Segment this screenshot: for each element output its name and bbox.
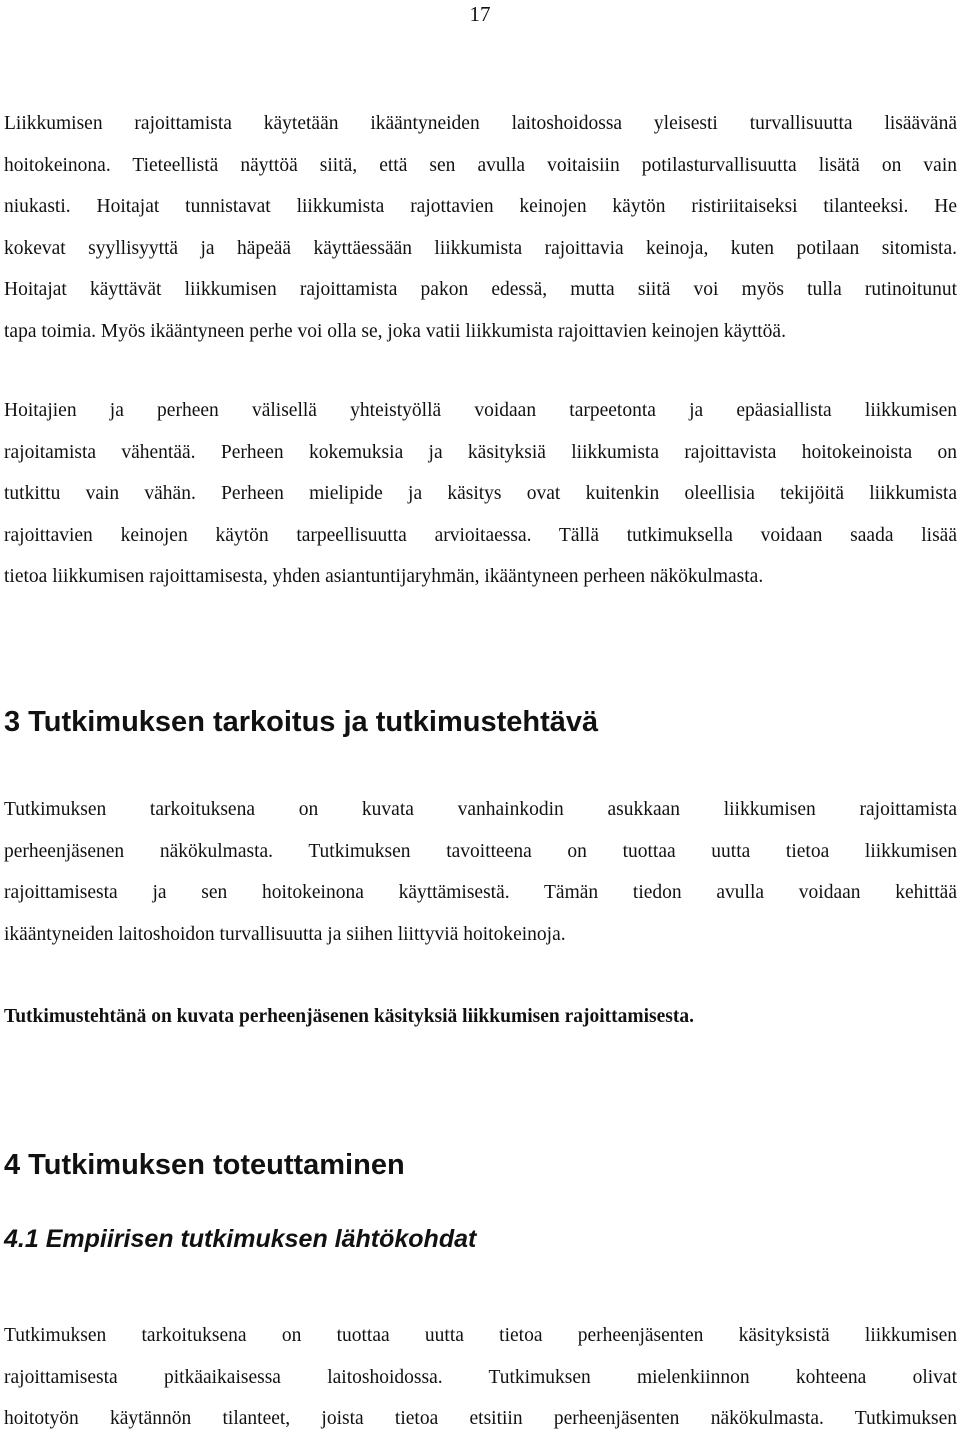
section-4-heading: 4 Tutkimuksen toteuttaminen xyxy=(4,1149,405,1181)
text-line: hoitokeinona. Tieteellistä näyttöä siitä, että sen avulla voitaisiin potilasturvallisuutta lisätä on vain xyxy=(4,154,957,176)
text-line: rajoittamisesta ja sen hoitokeinona käyttämisestä. Tämän tiedon avulla voidaan kehittää xyxy=(4,882,957,904)
text-line: tietoa liikkumisen rajoittamisesta, yhden asiantuntijaryhmän, ikääntyneen perheen näkökulmasta. xyxy=(4,566,764,588)
text-line: Tutkimuksen tarkoituksena on kuvata vanhainkodin asukkaan liikkumisen rajoittamista xyxy=(4,799,957,820)
text-line: Hoitajien ja perheen välisellä yhteistyöllä voidaan tarpeetonta ja epäasiallista liikkumisen xyxy=(4,400,957,421)
text-line: Liikkumisen rajoittamista käytetään ikääntyneiden laitoshoidossa yleisesti turvallisuutta lisäävänä xyxy=(4,113,957,134)
text-line: rajoittamisesta pitkäaikaisessa laitoshoidossa. Tutkimuksen mielenkiinnon kohteena olivat xyxy=(4,1366,957,1388)
text-line: kokevat syyllisyyttä ja häpeää käyttäessään liikkumista rajoittavia keinoja, kuten potilaan sitomista. xyxy=(4,237,957,259)
text-line: tapa toimia. Myös ikääntyneen perhe voi olla se, joka vatii liikkumista rajoittavien keinojen käyttöä. xyxy=(4,320,786,342)
text-line: Tutkimuksen tarkoituksena on tuottaa uutta tietoa perheenjäsenten käsityksistä liikkumisen xyxy=(4,1325,957,1346)
text-line: Tutkimustehtänä on kuvata perheenjäsenen käsityksiä liikkumisen rajoittamisesta. xyxy=(4,1006,694,1027)
research-task-statement xyxy=(4,996,957,1038)
text-line: ikääntyneiden laitoshoidon turvallisuutta ja siihen liittyviä hoitokeinoja. xyxy=(4,923,566,945)
text-line: perheenjäsenen näkökulmasta. Tutkimuksen tavoitteena on tuottaa uutta tietoa liikkumisen xyxy=(4,840,957,862)
paragraph-family-cooperation xyxy=(4,390,957,598)
text-line: rajoitamista vähentää. Perheen kokemuksia ja käsityksiä liikkumista rajoittavista hoitokeinoista on xyxy=(4,441,957,463)
section-4-1-subheading: 4.1 Empiirisen tutkimuksen lähtökohdat xyxy=(4,1225,477,1253)
text-line: Hoitajat käyttävät liikkumisen rajoittamista pakon edessä, mutta siitä voi myös tulla rutinoitunut xyxy=(4,279,957,301)
paragraph-research-purpose xyxy=(4,789,957,955)
text-line: hoitotyön käytännön tilanteet, joista tietoa etsitiin perheenjäsenten näkökulmasta. Tutkimuksen xyxy=(4,1408,957,1430)
paragraph-empirical-basis xyxy=(4,1315,957,1440)
section-3-heading: 3 Tutkimuksen tarkoitus ja tutkimustehtävä xyxy=(4,706,599,738)
text-line: niukasti. Hoitajat tunnistavat liikkumista rajottavien keinojen käytön ristiriitaiseksi tilanteeksi. He xyxy=(4,196,957,218)
text-line: rajoittavien keinojen käytön tarpeellisuutta arvioitaessa. Tällä tutkimuksella voidaan saada lisää xyxy=(4,524,957,546)
paragraph-restraint-background xyxy=(4,103,957,353)
text-line: tutkittu vain vähän. Perheen mielipide ja käsitys ovat kuitenkin oleellisia tekijöitä liikkumista xyxy=(4,483,957,505)
page-number: 17 xyxy=(469,2,491,26)
